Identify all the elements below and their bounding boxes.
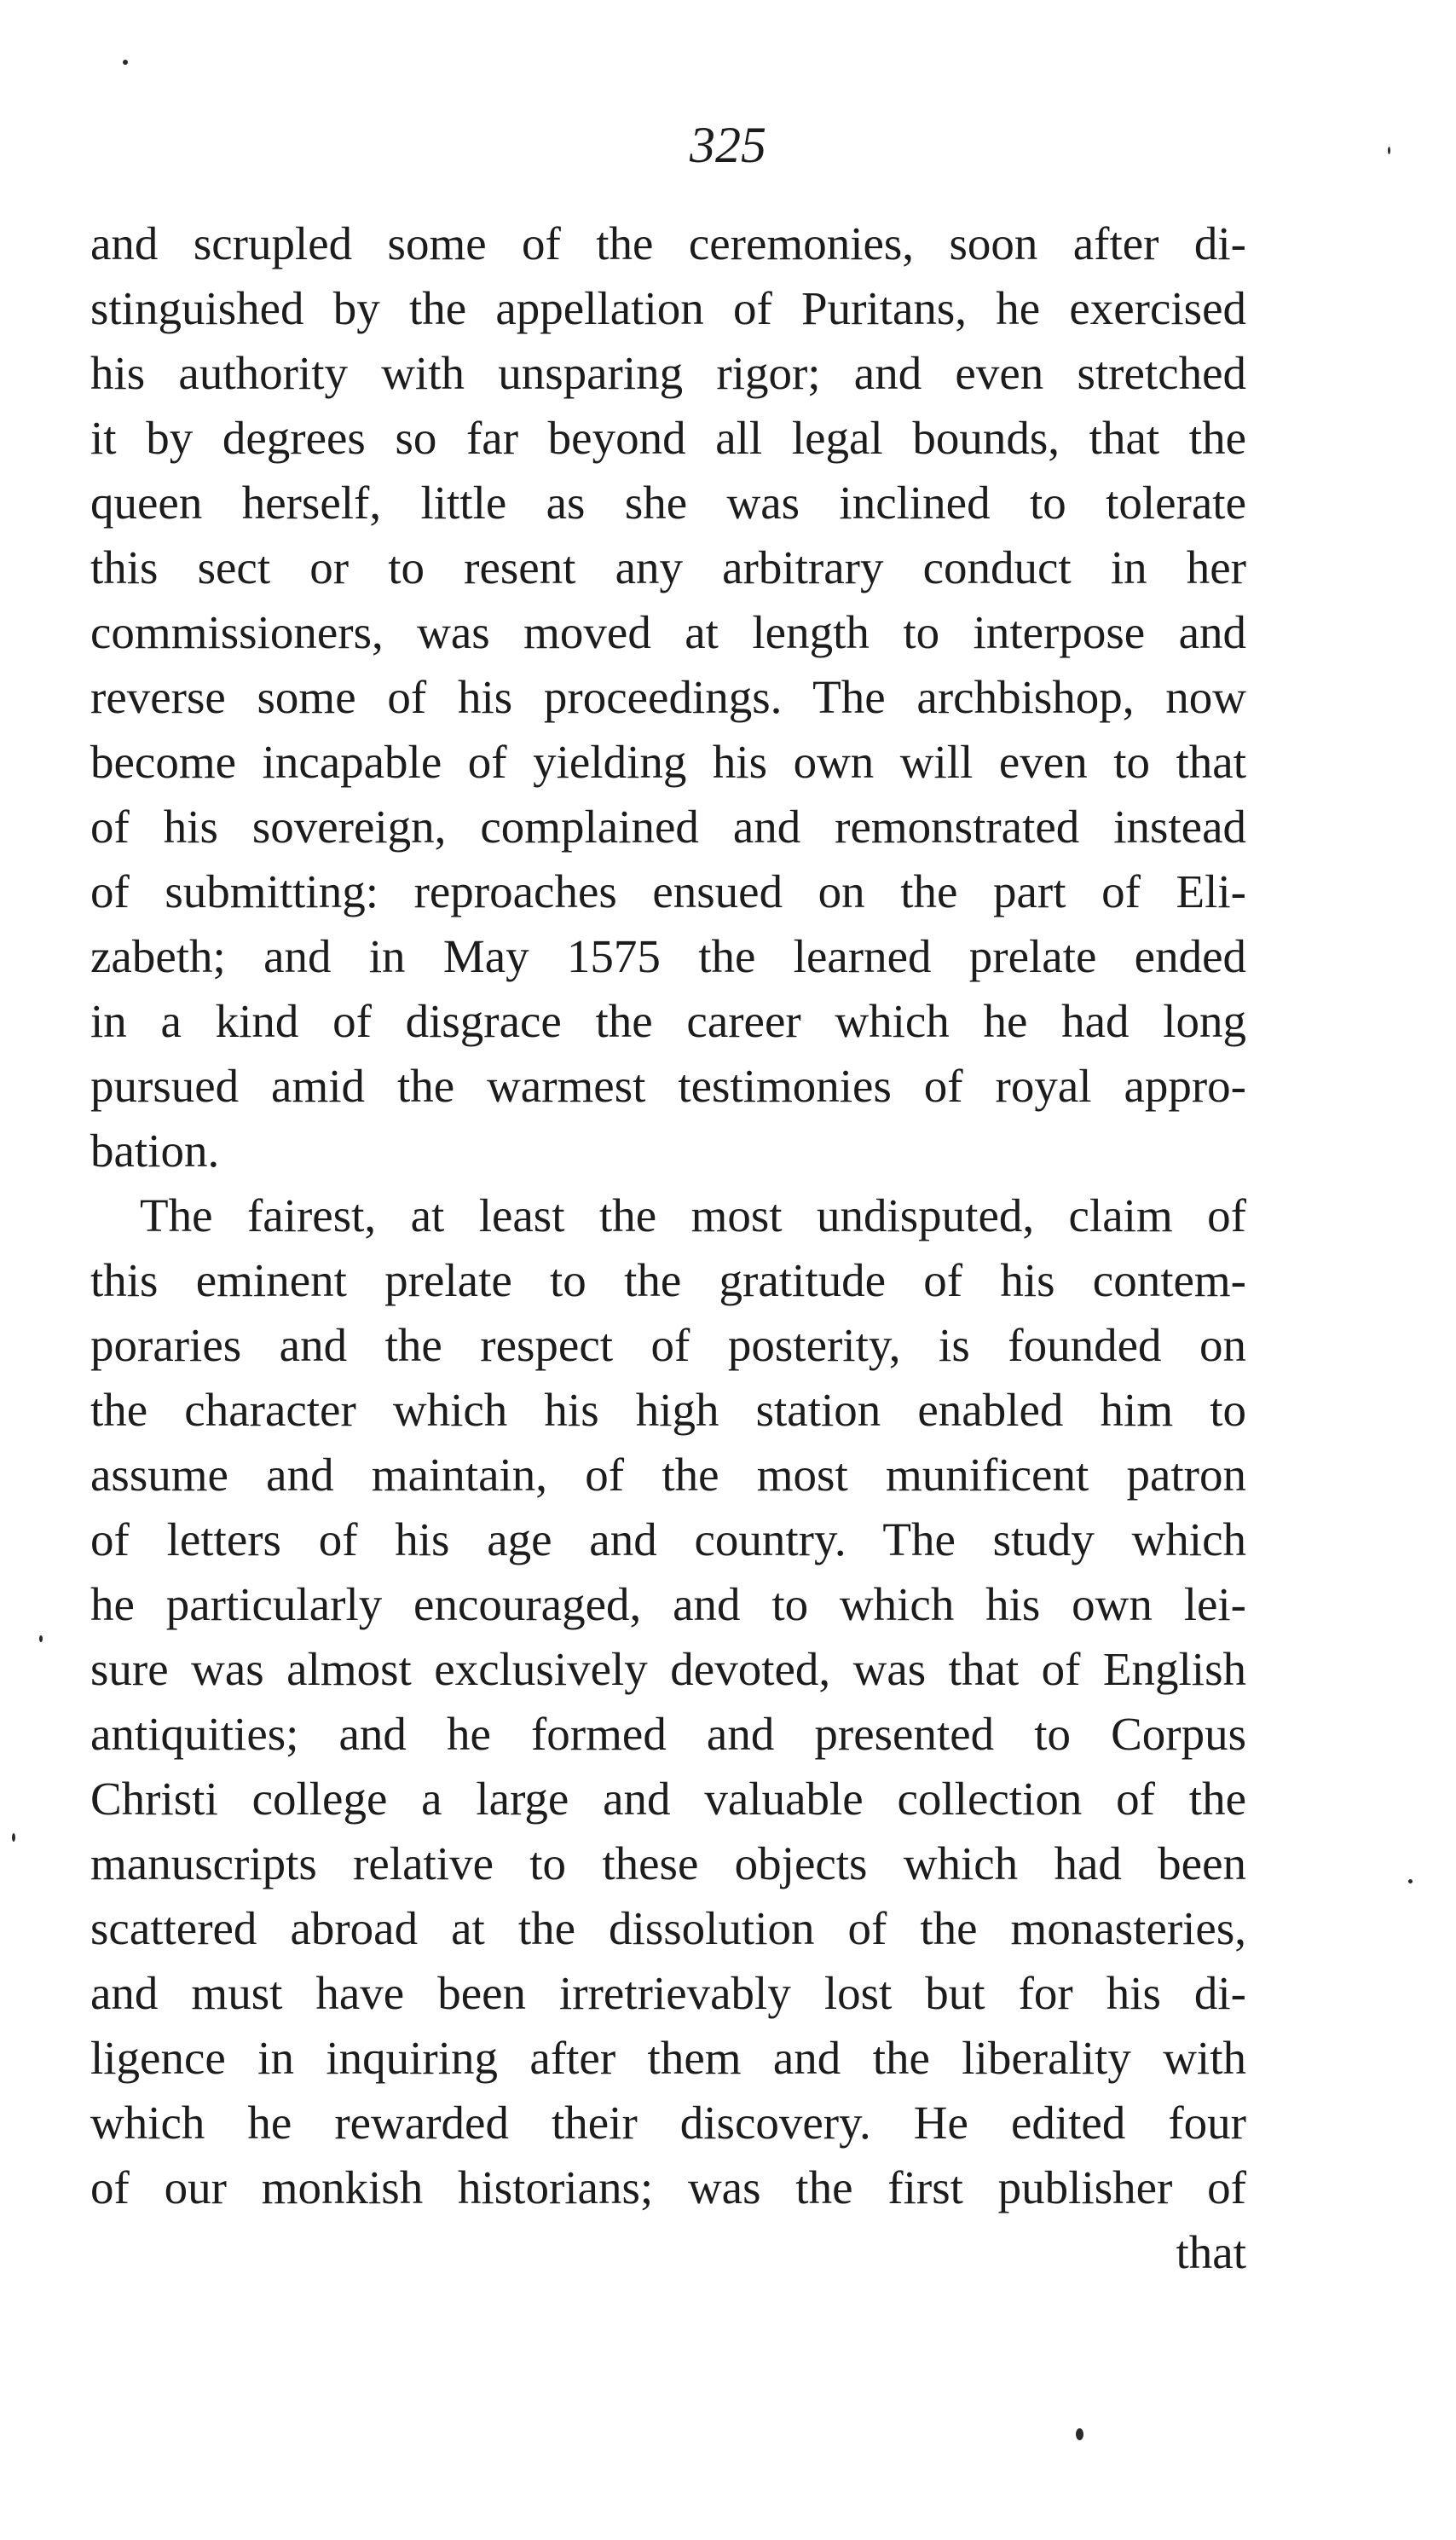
text-line: ligence in inquiring after them and the liberality with xyxy=(90,2032,1246,2084)
text-line: stinguished by the appellation of Puritans, he exercised xyxy=(90,282,1246,334)
text-line: he particularly encouraged, and to which his own lei- xyxy=(90,1578,1246,1630)
text-line: and must have been irretrievably lost but for his di- xyxy=(90,1967,1246,2019)
page-number: 325 xyxy=(690,117,766,173)
text-line: The fairest, at least the most undisputed, claim of xyxy=(140,1189,1246,1241)
body-text xyxy=(90,211,1246,2285)
text-line: sure was almost exclusively devoted, was that of English xyxy=(90,1643,1246,1695)
text-line: bation. xyxy=(90,1125,220,1177)
text-line: the character which his high station enabled him to xyxy=(90,1384,1246,1436)
paragraph-2 xyxy=(90,1183,1246,2220)
scan-speck xyxy=(12,1833,15,1842)
text-line: his authority with unsparing rigor; and even stretched xyxy=(90,347,1246,399)
text-line: queen herself, little as she was inclined to tolerate xyxy=(90,477,1246,529)
text-line: reverse some of his proceedings. The archbishop, now xyxy=(90,671,1246,723)
text-line: of letters of his age and country. The study which xyxy=(90,1513,1246,1565)
text-line: this eminent prelate to the gratitude of his contem- xyxy=(90,1254,1246,1306)
text-line: of our monkish historians; was the first publisher of xyxy=(90,2161,1246,2213)
text-line: antiquities; and he formed and presented to Corpus xyxy=(90,1708,1246,1760)
text-line: which he rewarded their discovery. He edited four xyxy=(90,2097,1246,2149)
text-line: commissioners, was moved at length to interpose and xyxy=(90,606,1246,658)
text-line: it by degrees so far beyond all legal bounds, that the xyxy=(90,412,1246,464)
text-line: poraries and the respect of posterity, is founded on xyxy=(90,1319,1246,1371)
text-line: of submitting: reproaches ensued on the part of Eli- xyxy=(90,865,1246,917)
scan-speck xyxy=(1388,147,1390,154)
scan-speck xyxy=(1076,2428,1083,2440)
text-line: scattered abroad at the dissolution of the monasteries, xyxy=(90,1902,1246,1954)
scan-speck xyxy=(123,60,128,65)
text-line: Christi college a large and valuable collection of the xyxy=(90,1773,1246,1825)
text-line: assume and maintain, of the most munificent patron xyxy=(90,1449,1246,1501)
text-line: this sect or to resent any arbitrary conduct in her xyxy=(90,541,1246,593)
text-line: pursued amid the warmest testimonies of royal appro- xyxy=(90,1060,1246,1112)
text-line: manuscripts relative to these objects which had been xyxy=(90,1837,1246,1889)
text-line: in a kind of disgrace the career which he had long xyxy=(90,995,1246,1047)
text-line: become incapable of yielding his own will even to that xyxy=(90,736,1246,788)
text-line: of his sovereign, complained and remonstrated instead xyxy=(90,801,1246,853)
catchword: that xyxy=(1176,2226,1246,2278)
paragraph-1 xyxy=(90,211,1246,1183)
scan-speck xyxy=(39,1635,43,1642)
text-line: and scrupled some of the ceremonies, soon after di- xyxy=(90,217,1246,269)
text-line: zabeth; and in May 1575 the learned prelate ended xyxy=(90,930,1246,982)
scan-speck xyxy=(1408,1879,1413,1883)
